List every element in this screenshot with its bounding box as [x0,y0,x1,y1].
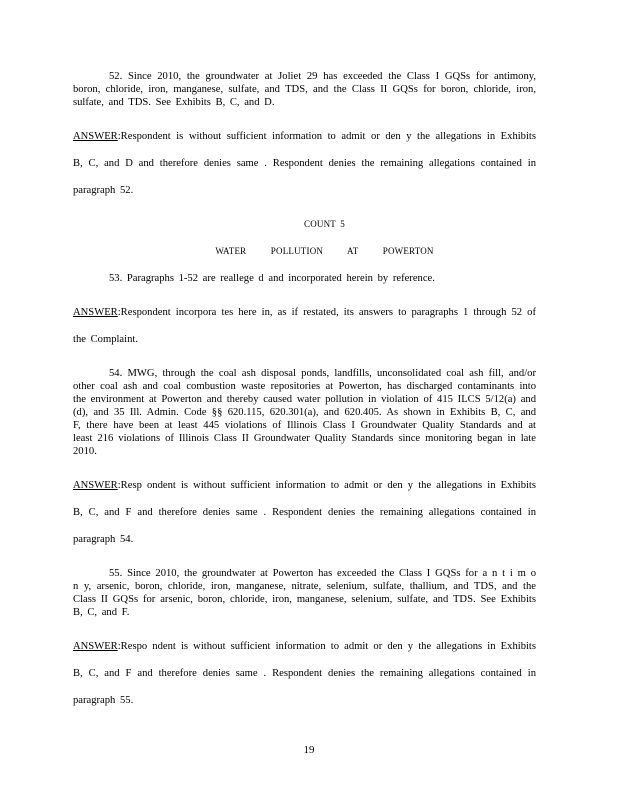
page-number: 19 [303,744,315,756]
paragraph-54: 54. MWG, through the coal ash disposal ponds, landfills, unconsolidated coal ash fill, and/or other coal ash and coal combustion waste repositories at Powerton, has discharged contaminants into the environment at Powerton and thereby caused water pollution in violation of 415 ILCS 5/12(a) and (d), and 35 Ill. Admin. Code §§ 620.115, 620.301(a), and 620.405. As shown in Exhibits B, C, and F, there have been at least 445 violations of Illinois Class I Groundwater Quality Standards and at least 216 violations of Illinois Class II Groundwater Quality Standards since monitoring began in late 2010. [73,368,536,457]
answer-label: ANSWER [73,131,118,142]
answer-55 [73,633,536,714]
answer-53 [73,299,536,353]
answer-text: :Resp ondent is without sufficient information to admit or den y the allegations in Exhibits B, C, and F and therefore denies same . Respondent denies the remaining allegations contained in paragraph 54. [73,480,536,545]
paragraph-52: 52. Since 2010, the groundwater at Joliet 29 has exceeded the Class I GQSs for antimony, boron, chloride, iron, manganese, sulfate, and TDS, and the Class II GQSs for boron, chloride, iron, sulfate, and TDS. See Exhibits B, C, and D. [73,71,536,108]
paragraph-55: 55. Since 2010, the groundwater at Powerton has exceeded the Class I GQSs for a n t i m o n y, arsenic, boron, chloride, iron, manganese, nitrate, selenium, sulfate, thallium, and TDS, and the Class II GQSs for arsenic, boron, chloride, iron, manganese, selenium, sulfate, and TDS. See Exhibits B, C, and F. [73,568,536,618]
answer-text: :Respo ndent is without sufficient information to admit or den y the allegations in Exhibits B, C, and F and therefore denies same . Respondent denies the remaining allegations contained in paragraph 55. [73,641,536,706]
answer-text: :Respondent is without sufficient information to admit or den y the allegations in Exhibits B, C, and D and therefore denies same . Respondent denies the remaining allegations contained in paragraph 52. [73,131,536,196]
answer-label: ANSWER [73,641,118,652]
answer-54 [73,472,536,553]
answer-52 [73,123,536,204]
answer-label: ANSWER [73,480,118,491]
answer-label: ANSWER [73,307,118,318]
answer-text: :Respondent incorpora tes here in, as if restated, its answers to paragraphs 1 through 52 of the Complaint. [73,307,536,345]
paragraph-53: 53. Paragraphs 1-52 are reallege d and incorporated herein by reference. [109,273,435,284]
count-title: WATER POLLUTION AT POWERTON [215,246,434,256]
count-heading: COUNT 5 [304,219,345,229]
